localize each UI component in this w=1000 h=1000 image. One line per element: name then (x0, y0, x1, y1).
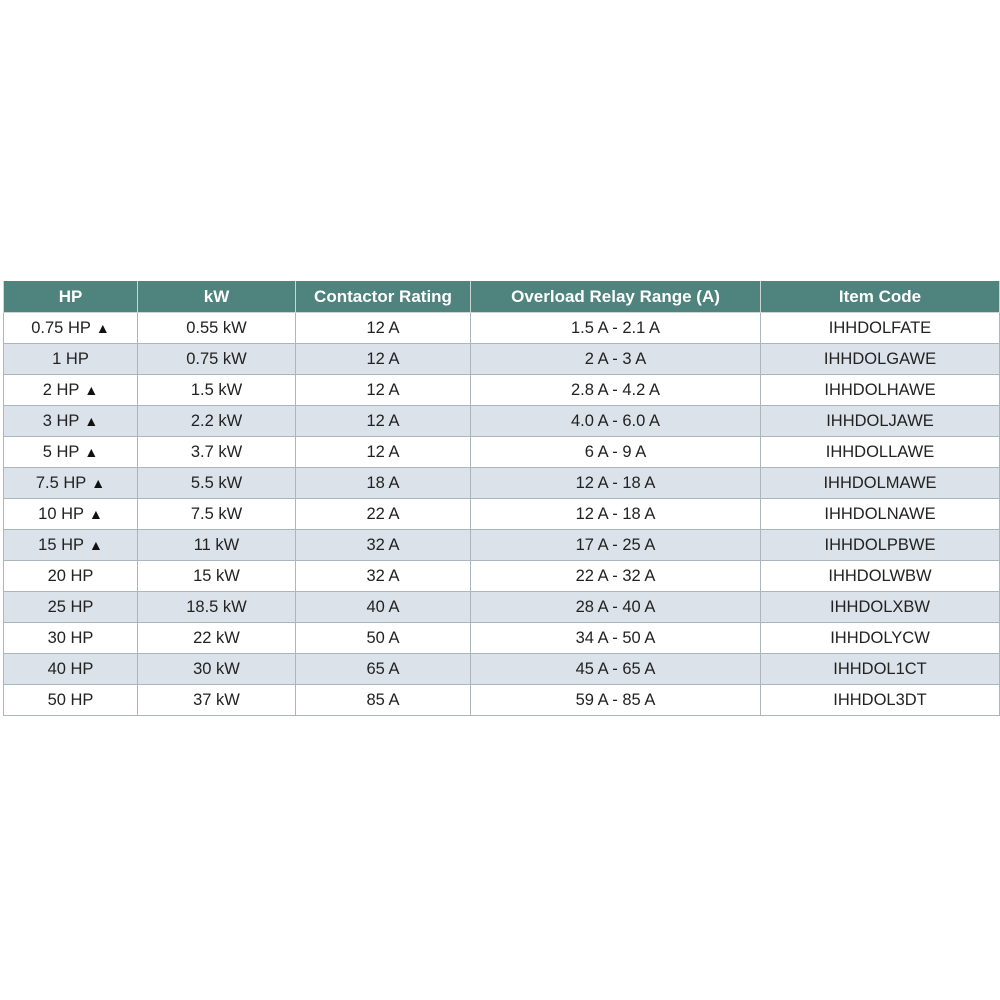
table-row (4, 406, 1000, 437)
cell-item-code: IHHDOL1CT (761, 654, 1000, 685)
cell-hp (4, 530, 138, 561)
cell-overload-relay-range: 2.8 A - 4.2 A (471, 375, 761, 406)
table-row (4, 623, 1000, 654)
cell-contactor-rating: 85 A (296, 685, 471, 716)
triangle-marker-icon: ▲ (84, 381, 99, 398)
cell-hp (4, 313, 138, 344)
table-row (4, 654, 1000, 685)
triangle-marker-icon: ▲ (95, 319, 110, 336)
cell-contactor-rating: 50 A (296, 623, 471, 654)
cell-overload-relay-range: 45 A - 65 A (471, 654, 761, 685)
cell-kw: 0.75 kW (138, 344, 296, 375)
cell-contactor-rating: 12 A (296, 375, 471, 406)
cell-hp (4, 685, 138, 716)
spec-table (3, 281, 1000, 716)
column-header-hp: HP (4, 281, 138, 313)
cell-item-code: IHHDOLLAWE (761, 437, 1000, 468)
hp-value: 15 HP (38, 535, 84, 554)
triangle-marker-icon: ▲ (84, 443, 99, 460)
column-header-contactor-rating: Contactor Rating (296, 281, 471, 313)
cell-hp (4, 561, 138, 592)
hp-value: 50 HP (47, 690, 94, 709)
cell-overload-relay-range: 12 A - 18 A (471, 499, 761, 530)
cell-item-code: IHHDOLGAWE (761, 344, 1000, 375)
hp-value: 7.5 HP (35, 473, 87, 492)
cell-kw: 18.5 kW (138, 592, 296, 623)
cell-contactor-rating: 32 A (296, 530, 471, 561)
table-row (4, 468, 1000, 499)
hp-value: 20 HP (47, 566, 94, 585)
cell-overload-relay-range: 1.5 A - 2.1 A (471, 313, 761, 344)
table-header (4, 281, 1000, 313)
table-row (4, 437, 1000, 468)
cell-overload-relay-range: 59 A - 85 A (471, 685, 761, 716)
cell-contactor-rating: 65 A (296, 654, 471, 685)
column-header-item-code: Item Code (761, 281, 1000, 313)
cell-kw: 5.5 kW (138, 468, 296, 499)
cell-kw: 15 kW (138, 561, 296, 592)
triangle-marker-icon: ▲ (89, 536, 103, 553)
cell-hp (4, 499, 138, 530)
cell-hp (4, 654, 138, 685)
table-row (4, 592, 1000, 623)
cell-overload-relay-range: 4.0 A - 6.0 A (471, 406, 761, 437)
cell-contactor-rating: 12 A (296, 344, 471, 375)
table-row (4, 499, 1000, 530)
cell-contactor-rating: 32 A (296, 561, 471, 592)
cell-contactor-rating: 12 A (296, 406, 471, 437)
cell-item-code: IHHDOLHAWE (761, 375, 1000, 406)
column-header-kw: kW (138, 281, 296, 313)
table-row (4, 344, 1000, 375)
cell-item-code: IHHDOLYCW (761, 623, 1000, 654)
cell-overload-relay-range: 17 A - 25 A (471, 530, 761, 561)
hp-value: 25 HP (47, 597, 94, 616)
cell-item-code: IHHDOLXBW (761, 592, 1000, 623)
cell-contactor-rating: 12 A (296, 437, 471, 468)
cell-hp (4, 344, 138, 375)
hp-value: 3 HP (42, 411, 80, 430)
column-header-overload-relay-range: Overload Relay Range (A) (471, 281, 761, 313)
hp-value: 5 HP (42, 442, 80, 461)
cell-kw: 3.7 kW (138, 437, 296, 468)
table-body (4, 313, 1000, 716)
table-row (4, 313, 1000, 344)
cell-overload-relay-range: 12 A - 18 A (471, 468, 761, 499)
cell-item-code: IHHDOLJAWE (761, 406, 1000, 437)
cell-kw: 37 kW (138, 685, 296, 716)
cell-overload-relay-range: 22 A - 32 A (471, 561, 761, 592)
cell-item-code: IHHDOLNAWE (761, 499, 1000, 530)
hp-value: 2 HP (42, 380, 80, 399)
cell-kw: 11 kW (138, 530, 296, 561)
cell-kw: 1.5 kW (138, 375, 296, 406)
table-row (4, 530, 1000, 561)
table-row (4, 685, 1000, 716)
cell-hp (4, 437, 138, 468)
hp-value: 40 HP (47, 659, 94, 678)
cell-kw: 30 kW (138, 654, 296, 685)
cell-hp (4, 623, 138, 654)
cell-overload-relay-range: 2 A - 3 A (471, 344, 761, 375)
cell-item-code: IHHDOLFATE (761, 313, 1000, 344)
triangle-marker-icon: ▲ (84, 412, 99, 429)
cell-item-code: IHHDOLWBW (761, 561, 1000, 592)
cell-overload-relay-range: 28 A - 40 A (471, 592, 761, 623)
cell-kw: 0.55 kW (138, 313, 296, 344)
cell-overload-relay-range: 34 A - 50 A (471, 623, 761, 654)
header-row (4, 281, 1000, 313)
cell-item-code: IHHDOLPBWE (761, 530, 1000, 561)
hp-value: 1 HP (52, 349, 89, 368)
cell-contactor-rating: 12 A (296, 313, 471, 344)
cell-hp (4, 375, 138, 406)
cell-hp (4, 406, 138, 437)
hp-value: 10 HP (38, 504, 84, 523)
table-row (4, 375, 1000, 406)
table-row (4, 561, 1000, 592)
triangle-marker-icon: ▲ (91, 474, 106, 491)
cell-contactor-rating: 40 A (296, 592, 471, 623)
cell-contactor-rating: 22 A (296, 499, 471, 530)
cell-overload-relay-range: 6 A - 9 A (471, 437, 761, 468)
cell-kw: 2.2 kW (138, 406, 296, 437)
cell-item-code: IHHDOL3DT (761, 685, 1000, 716)
cell-item-code: IHHDOLMAWE (761, 468, 1000, 499)
cell-contactor-rating: 18 A (296, 468, 471, 499)
cell-kw: 7.5 kW (138, 499, 296, 530)
cell-kw: 22 kW (138, 623, 296, 654)
hp-value: 0.75 HP (31, 318, 91, 337)
hp-value: 30 HP (47, 628, 94, 647)
cell-hp (4, 468, 138, 499)
cell-hp (4, 592, 138, 623)
triangle-marker-icon: ▲ (89, 505, 103, 522)
